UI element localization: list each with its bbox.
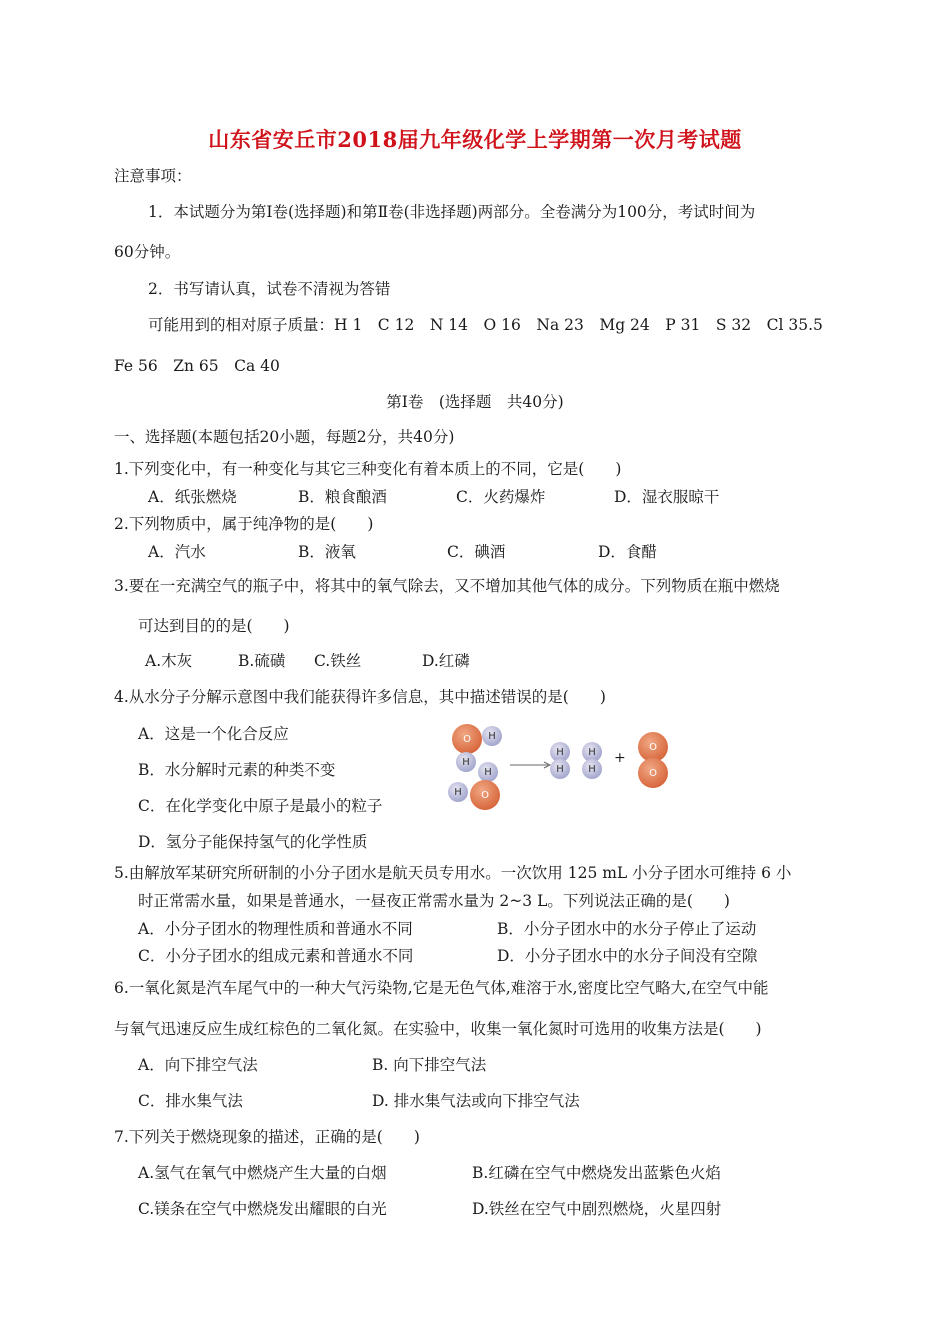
- question-3-stem: 3.要在一充满空气的瓶子中，将其中的氧气除去，又不增加其他气体的成分。下列物质在瓶中燃烧: [114, 577, 780, 595]
- question-3-option-d: D.红磷: [422, 652, 470, 670]
- question-7-option-c: C.镁条在空气中燃烧发出耀眼的白光: [138, 1200, 387, 1218]
- question-5-option-b: B．小分子团水中的水分子停止了运动: [497, 920, 757, 938]
- question-5-option-d: D．小分子团水中的水分子间没有空隙: [497, 947, 758, 965]
- question-7-option-a: A.氢气在氧气中燃烧产生大量的白烟: [138, 1164, 387, 1182]
- question-1-option-c: C．火药爆炸: [456, 488, 546, 506]
- question-6-option-d: D. 排水集气法或向下排空气法: [372, 1092, 580, 1110]
- hydrogen-atom: H: [582, 759, 602, 779]
- part-heading: 一、选择题(本题包括20小题，每题2分，共40分): [114, 428, 455, 446]
- reaction-arrow-icon: [508, 760, 554, 770]
- question-4-option-b: B．水分解时元素的种类不变: [138, 761, 336, 779]
- question-3-option-a: A.木灰: [145, 652, 193, 670]
- plus-sign: +: [614, 750, 626, 766]
- question-2-option-a: A．汽水: [148, 543, 206, 561]
- question-4-option-d: D．氢分子能保持氢气的化学性质: [138, 833, 368, 851]
- question-3-option-b: B.硫磺: [238, 652, 286, 670]
- question-3-option-c: C.铁丝: [314, 652, 362, 670]
- atomic-mass-line-cont: Fe 56 Zn 65 Ca 40: [114, 357, 280, 375]
- question-5-option-a: A．小分子团水的物理性质和普通水不同: [138, 920, 413, 938]
- hydrogen-atom: H: [448, 782, 468, 802]
- note-item-1-cont: 60分钟。: [114, 243, 181, 261]
- question-4-option-a: A．这是一个化合反应: [138, 725, 289, 743]
- question-1-stem: 1.下列变化中，有一种变化与其它三种变化有着本质上的不同，它是( ): [114, 460, 622, 478]
- oxygen-atom: O: [452, 724, 482, 754]
- question-1-option-d: D．湿衣服晾干: [614, 488, 720, 506]
- oxygen-atom: O: [638, 758, 668, 788]
- water-decomposition-diagram: [446, 722, 686, 814]
- question-2-option-c: C．碘酒: [447, 543, 506, 561]
- question-6-stem: 6.一氧化氮是汽车尾气中的一种大气污染物,它是无色气体,难溶于水,密度比空气略大,在空气中能: [114, 979, 769, 997]
- hydrogen-atom: H: [456, 752, 476, 772]
- question-6-option-b: B. 向下排空气法: [372, 1056, 487, 1074]
- question-4-option-c: C．在化学变化中原子是最小的粒子: [138, 797, 383, 815]
- question-5-stem: 5.由解放军某研究所研制的小分子团水是航天员专用水。一次饮用 125 mL 小分子团水可维持 6 小: [114, 864, 792, 882]
- question-1-option-a: A．纸张燃烧: [148, 488, 237, 506]
- notes-heading: 注意事项：: [114, 167, 192, 185]
- oxygen-atom: O: [638, 732, 668, 762]
- note-item-2: 2．书写请认真，试卷不清视为答错: [148, 280, 391, 298]
- question-6-option-c: C．排水集气法: [138, 1092, 243, 1110]
- note-item-1: 1．本试题分为第Ⅰ卷(选择题)和第Ⅱ卷(非选择题)两部分。全卷满分为100分，考试时间为: [148, 203, 756, 221]
- question-2-option-b: B．液氧: [298, 543, 356, 561]
- question-4-stem: 4.从水分子分解示意图中我们能获得许多信息，其中描述错误的是( ): [114, 688, 606, 706]
- hydrogen-atom: H: [478, 762, 498, 782]
- hydrogen-atom: H: [482, 726, 502, 746]
- question-2-stem: 2.下列物质中，属于纯净物的是( ): [114, 515, 374, 533]
- page-title: 山东省安丘市2018届九年级化学上学期第一次月考试题: [208, 127, 742, 152]
- question-2-option-d: D．食醋: [598, 543, 657, 561]
- question-6-stem-cont: 与氧气迅速反应生成红棕色的二氧化氮。在实验中，收集一氧化氮时可选用的收集方法是( ): [114, 1020, 762, 1038]
- question-7-option-b: B.红磷在空气中燃烧发出蓝紫色火焰: [472, 1164, 721, 1182]
- question-1-option-b: B．粮食酿酒: [298, 488, 387, 506]
- question-7-option-d: D.铁丝在空气中剧烈燃烧，火星四射: [472, 1200, 722, 1218]
- hydrogen-atom: H: [582, 742, 602, 762]
- hydrogen-atom: H: [550, 759, 570, 779]
- oxygen-atom: O: [470, 780, 500, 810]
- question-7-stem: 7.下列关于燃烧现象的描述，正确的是( ): [114, 1128, 420, 1146]
- question-3-stem-cont: 可达到目的的是( ): [138, 617, 290, 635]
- question-5-stem-cont: 时正常需水量，如果是普通水，一昼夜正常需水量为 2~3 L。下列说法正确的是( ): [138, 892, 730, 910]
- hydrogen-atom: H: [550, 742, 570, 762]
- question-5-option-c: C．小分子团水的组成元素和普通水不同: [138, 947, 414, 965]
- question-6-option-a: A．向下排空气法: [138, 1056, 258, 1074]
- section-header: 第Ⅰ卷 (选择题 共40分): [386, 393, 564, 411]
- atomic-mass-line: 可能用到的相对原子质量：H 1 C 12 N 14 O 16 Na 23 Mg 24 P 31 S 32 Cl 35.5: [148, 316, 823, 334]
